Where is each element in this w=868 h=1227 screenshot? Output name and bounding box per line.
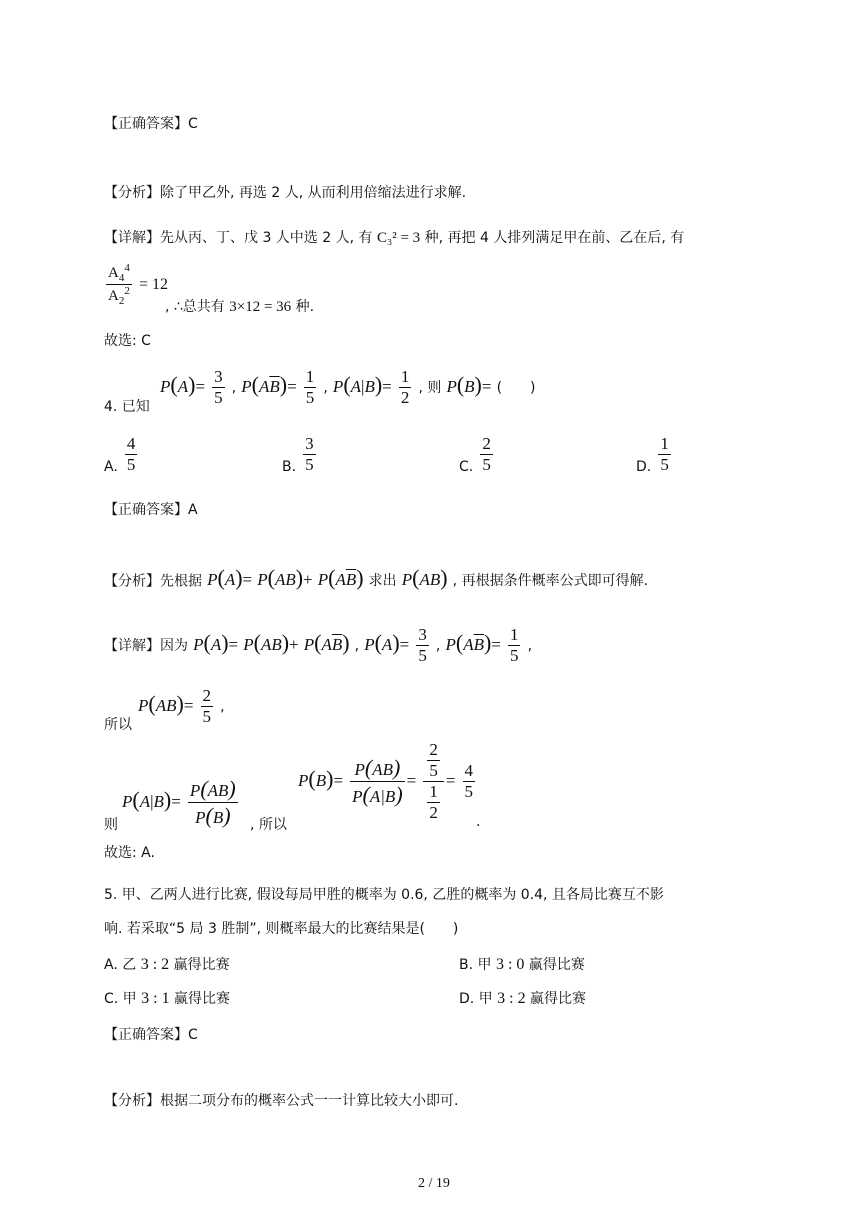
choose-text: 故选: C — [104, 333, 151, 349]
option-b[interactable]: B. $\frac{3}{5}$ — [282, 434, 314, 475]
detail-text: 【详解】因为 $P(A)= P(AB)+ P(A\overline{B})$ , P(A)= $\frac{3}{5}$ , $P(A\overline{B})=$ $\frac{1}{5}$ , — [104, 625, 533, 665]
answer-label: 【正确答案】A — [104, 502, 198, 518]
arrangement-fraction: $\frac{A_4^4}{A_2^2}$ — [108, 262, 130, 307]
question-line-1: 5. 甲、乙两人进行比赛, 假设每局甲胜的概率为 0.6, 乙胜的概率为 0.4, 且各局比赛互不影 — [104, 887, 664, 903]
answer-label: 【正确答案】C — [104, 1027, 198, 1043]
detail-mid: 种, 再把 4 人排列满足甲在前、乙在后, 有 — [424, 230, 685, 246]
total-text — [165, 296, 314, 316]
total-suffix: 种. — [295, 299, 315, 315]
then-label: 则 — [104, 817, 118, 833]
final-formula: P(B)= $\frac{P(AB)}{P(A|B)}$ = $\frac{\frac{2}{5}}{\frac{1}{2}}$ = $\frac{4}{5}$ — [298, 740, 474, 822]
combination-formula: C₃² = 3 — [376, 230, 421, 246]
so-label: 所以 — [104, 717, 132, 733]
analysis-text: 【分析】根据二项分布的概率公式一一计算比较大小即可. — [104, 1093, 459, 1109]
so-label-2: , 所以 — [250, 817, 287, 833]
conditional-formula: P(A|B)= $\frac{P(AB)}{P(B)}$ — [122, 776, 236, 828]
option-a[interactable]: A. $\frac{4}{5}$ — [104, 434, 136, 475]
option-c[interactable]: C. $\frac{2}{5}$ — [459, 434, 491, 475]
detail-prefix: 【详解】先从丙、丁、戊 3 人中选 2 人, 有 — [104, 230, 373, 246]
option-a[interactable]: A. 乙 3 : 2 赢得比赛 — [104, 956, 230, 973]
analysis-text: 【分析】先根据 $P(A)= P(AB)+ P(A\overline{B})$ 求出 P(AB) , 再根据条件概率公式即可得解. — [104, 565, 649, 590]
option-c[interactable]: C. 甲 3 : 1 赢得比赛 — [104, 990, 231, 1007]
analysis-text: 【分析】除了甲乙外, 再选 2 人, 从而利用倍缩法进行求解. — [104, 185, 467, 201]
arrangement-result: = 12 — [138, 276, 168, 293]
question-number: 4. 已知 — [104, 399, 150, 415]
question-line-2: 响. 若采取“5 局 3 胜制”, 则概率最大的比赛结果是( ) — [104, 921, 459, 937]
total-formula: 3×12 = 36 — [229, 299, 292, 315]
detail-text — [104, 227, 684, 247]
option-d[interactable]: D. 甲 3 : 2 赢得比赛 — [459, 990, 587, 1007]
total-prefix: , ∴总共有 — [165, 299, 225, 315]
option-b[interactable]: B. 甲 3 : 0 赢得比赛 — [459, 956, 585, 973]
answer-label: 【正确答案】C — [104, 116, 198, 132]
so-formula: P(AB)= $\frac{2}{5}$ , — [138, 686, 225, 726]
option-d[interactable]: D. $\frac{1}{5}$ — [636, 434, 669, 475]
arrangement-formula — [104, 262, 168, 307]
end-dot: . — [476, 814, 481, 830]
question-given: P(A)= $\frac{3}{5}$ , $P(A\overline{B})=$ $\frac{1}{5}$ , P(A|B)= $\frac{1}{2}$ , 则 P(B)= ( ) — [160, 367, 536, 407]
page-number: 2 / 19 — [418, 1176, 450, 1191]
choose-text: 故选: A. — [104, 845, 155, 861]
